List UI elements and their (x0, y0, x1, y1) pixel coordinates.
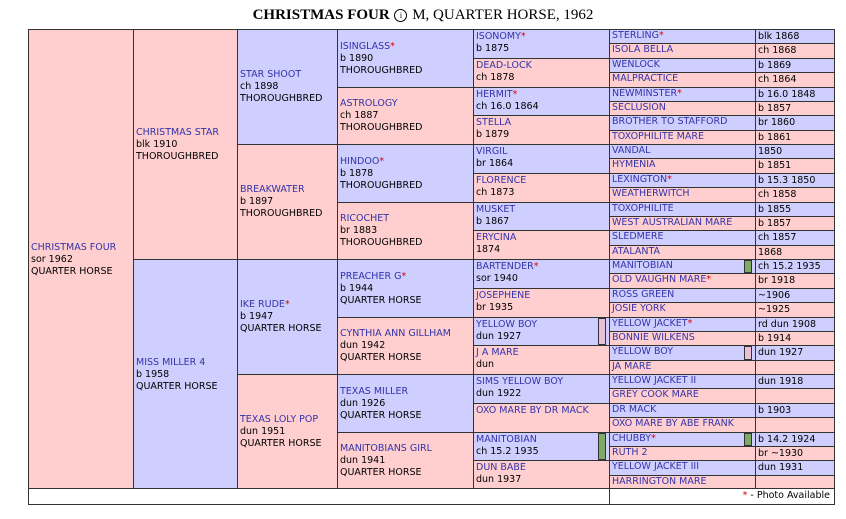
horse-name-link[interactable]: TOXOPHILITE MARE (612, 131, 704, 142)
horse-name-link[interactable]: SLEDMERE (612, 231, 664, 242)
horse-breed: QUARTER HORSE (136, 380, 218, 392)
horse-name-link[interactable]: CHRISTMAS FOUR (31, 241, 117, 253)
horse-name-link[interactable]: DR MACK (612, 404, 657, 415)
pedigree-cell-gen6 (609, 403, 757, 418)
horse-attributes: b 1903 (755, 403, 835, 418)
pedigree-cell-gen2 (133, 29, 239, 260)
horse-name-link[interactable]: MANITOBIAN (612, 260, 673, 271)
horse-name-row (612, 274, 754, 286)
horse-name-row (612, 476, 754, 488)
pedigree-cell-gen5 (473, 230, 611, 260)
horse-breed: THOROUGHBRED (340, 237, 423, 248)
horse-breed: THOROUGHBRED (136, 150, 219, 162)
pedigree-cell-gen4 (337, 374, 475, 433)
horse-name-row (240, 69, 336, 81)
photo-available-asterisk: * (401, 270, 407, 282)
horse-attributes: b 16.0 1848 (755, 87, 835, 102)
horse-name-row (476, 89, 608, 101)
pedigree-cell-gen5 (473, 202, 611, 231)
horse-name-link[interactable]: JA MARE (612, 361, 652, 372)
horse-name-link[interactable]: CHRISTMAS STAR (136, 126, 219, 138)
pedigree-cell-gen6 (609, 259, 757, 274)
pedigree-cell-gen6 (609, 273, 757, 289)
horse-name-row (612, 203, 754, 215)
horse-name-row (340, 98, 472, 110)
pedigree-cell-gen6 (609, 187, 757, 203)
footer-blank-cell (28, 488, 610, 505)
color-marker (744, 346, 752, 360)
photo-available-asterisk: * (667, 174, 672, 185)
horse-attributes: ch 1857 (755, 230, 835, 246)
horse-name-row (612, 418, 754, 430)
horse-attributes (755, 417, 835, 433)
photo-asterisk: * (742, 490, 748, 501)
horse-name-row (240, 299, 336, 311)
pedigree-cell-gen4 (337, 144, 475, 203)
horse-name-row (612, 188, 754, 200)
pedigree-cell-gen6 (609, 230, 757, 246)
horse-attributes: b 1851 (755, 158, 835, 174)
horse-attributes: dun 1927 (755, 345, 835, 361)
pedigree-cell-gen4 (337, 202, 475, 260)
horse-name-row (136, 127, 236, 139)
horse-name-link[interactable]: YELLOW JACKET III (612, 461, 700, 472)
horse-color-year: b 1947 (240, 311, 274, 322)
horse-color-year: dun 1942 (340, 340, 386, 351)
pedigree-cell-gen5 (473, 317, 611, 346)
horse-name-row (612, 346, 754, 358)
pedigree-cell-gen6 (609, 130, 757, 145)
horse-attributes: b 1857 (755, 216, 835, 231)
pedigree-cell-gen4 (337, 432, 475, 490)
title-horse-name[interactable]: CHRISTMAS FOUR (252, 7, 390, 23)
horse-breed: THOROUGHBRED (340, 179, 423, 191)
horse-name-link[interactable]: VANDAL (612, 145, 651, 156)
pedigree-cell-gen6 (609, 202, 757, 217)
pedigree-cell-gen3 (237, 29, 339, 145)
pedigree-cell-gen5 (473, 403, 611, 433)
horse-name-link[interactable]: DUN BABE (476, 462, 526, 473)
horse-attributes: b 1914 (755, 331, 835, 346)
page-title (0, 7, 846, 24)
pedigree-cell-gen6 (609, 360, 757, 375)
horse-name-link[interactable]: LEXINGTON (612, 174, 668, 185)
pedigree-cell-gen1 (28, 29, 135, 490)
pedigree-cell-gen4 (337, 87, 475, 145)
horse-name-link[interactable]: YELLOW BOY (476, 319, 538, 330)
horse-name-row (31, 242, 132, 254)
photo-available-asterisk: * (390, 40, 395, 52)
horse-name-link[interactable]: RUTH 2 (612, 447, 648, 458)
photo-available-asterisk: * (706, 274, 712, 285)
horse-attributes: br 1918 (755, 273, 835, 289)
horse-name-link[interactable]: BROTHER TO STAFFORD (612, 116, 728, 127)
pedigree-cell-gen5 (473, 29, 611, 59)
pedigree-cell-gen5 (473, 460, 611, 490)
horse-name-row (476, 261, 608, 273)
horse-name-row (136, 357, 236, 369)
photo-available-asterisk: * (533, 261, 539, 272)
horse-attributes: blk 1868 (755, 29, 835, 44)
pedigree-cell-gen5 (473, 374, 611, 404)
horse-name-link[interactable]: BREAKWATER (240, 184, 305, 195)
photo-available-asterisk: * (512, 89, 518, 100)
horse-name-row (612, 59, 754, 71)
photo-legend-text: - Photo Available (747, 490, 830, 501)
pedigree-cell-gen6 (609, 302, 757, 318)
pedigree-cell-gen6 (609, 43, 757, 59)
horse-name-link[interactable]: STAR SHOOT (240, 69, 302, 80)
horse-breed: QUARTER HORSE (340, 352, 422, 363)
photo-available-asterisk: * (651, 433, 656, 444)
horse-name-link[interactable]: YELLOW JACKET (612, 318, 688, 329)
horse-color-year: b 1878 (340, 167, 374, 179)
pedigree-cell-gen4 (337, 29, 475, 88)
horse-attributes (755, 360, 835, 375)
pedigree-cell-gen6 (609, 245, 757, 260)
pedigree-cell-gen6 (609, 29, 757, 44)
horse-name-link[interactable]: STERLING (612, 30, 659, 41)
horse-color-year: b 1890 (340, 52, 374, 64)
horse-name-row (612, 73, 754, 85)
horse-name-link[interactable]: IKE RUDE (240, 299, 285, 310)
horse-color-year: b 1897 (240, 196, 274, 207)
horse-breed: QUARTER HORSE (240, 438, 322, 449)
horse-name-row (612, 318, 754, 330)
horse-name-link[interactable]: OXO MARE BY ABE FRANK (612, 418, 734, 429)
horse-name-link[interactable]: YELLOW JACKET II (612, 375, 697, 386)
horse-name-link[interactable]: GREY COOK MARE (612, 389, 699, 400)
horse-name-link[interactable]: OLD VAUGHN MARE (612, 274, 707, 285)
horse-name-link[interactable]: JOSEPHENE (476, 290, 531, 301)
horse-attributes: b 1855 (755, 202, 835, 217)
horse-name-row (340, 156, 472, 168)
pedigree-cell-gen5 (473, 432, 611, 461)
horse-breed: QUARTER HORSE (340, 409, 422, 421)
horse-color-year: br 1935 (476, 302, 514, 313)
horse-name-row (476, 175, 608, 187)
horse-name-row (612, 433, 754, 445)
horse-name-row (340, 41, 472, 53)
horse-name-link[interactable]: J A MARE (476, 347, 519, 358)
horse-breed: THOROUGHBRED (240, 208, 323, 219)
horse-name-link[interactable]: FLORENCE (476, 175, 527, 186)
horse-name-row (612, 389, 754, 401)
horse-name-link[interactable]: CHUBBY (612, 433, 652, 444)
photo-available-asterisk: * (284, 299, 290, 310)
horse-name-row (612, 88, 754, 100)
pedigree-cell-gen5 (473, 259, 611, 289)
horse-color-year: b 1944 (340, 282, 374, 294)
horse-name-row (340, 443, 472, 455)
horse-breed: QUARTER HORSE (340, 467, 422, 478)
horse-name-link[interactable]: WEATHERWITCH (612, 188, 690, 199)
horse-name-link[interactable]: JOSIE YORK (612, 303, 666, 314)
horse-attributes: ch 1868 (755, 43, 835, 59)
horse-color-year: b 1867 (476, 216, 510, 227)
horse-name-link[interactable]: WEST AUSTRALIAN MARE (612, 217, 733, 228)
horse-attributes: rd dun 1908 (755, 317, 835, 332)
horse-attributes: ch 1864 (755, 72, 835, 88)
horse-name-row (340, 213, 472, 225)
horse-color-year: ch 15.2 1935 (476, 446, 539, 457)
horse-breed: QUARTER HORSE (340, 294, 422, 306)
horse-name-row (476, 319, 608, 331)
horse-color-year: br 1883 (340, 225, 378, 236)
horse-name-row (612, 375, 754, 387)
horse-name-row (612, 102, 754, 114)
color-marker (744, 260, 752, 273)
horse-name-link[interactable]: ERYCINA (476, 232, 517, 243)
horse-name-row (476, 434, 608, 446)
horse-name-row (476, 347, 608, 359)
horse-color-year: b 1875 (476, 43, 510, 54)
horse-color-year: sor 1962 (31, 253, 73, 265)
pedigree-cell-gen3 (237, 144, 339, 260)
horse-name-link[interactable]: MISS MILLER 4 (136, 356, 206, 368)
horse-name-row (476, 232, 608, 244)
horse-name-row (612, 332, 754, 344)
horse-name-row (612, 361, 754, 373)
horse-name-link[interactable]: OXO MARE BY DR MACK (476, 405, 589, 416)
pedigree-cell-gen5 (473, 58, 611, 88)
horse-name-link[interactable]: HINDOO (340, 155, 380, 167)
horse-name-link[interactable]: SIMS YELLOW BOY (476, 376, 564, 387)
horse-name-link[interactable]: RICOCHET (340, 213, 390, 224)
horse-name-link[interactable]: NEWMINSTER (612, 88, 678, 99)
horse-name-row (476, 405, 608, 417)
horse-name-row (340, 271, 472, 283)
pedigree-cell-gen6 (609, 432, 757, 447)
horse-name-row (476, 204, 608, 216)
pedigree-cell-gen3 (237, 259, 339, 375)
horse-color-year: dun (476, 359, 495, 370)
pedigree-cell-gen5 (473, 288, 611, 318)
photo-available-asterisk: * (659, 30, 664, 41)
horse-name-row (476, 146, 608, 158)
horse-name-link[interactable]: WENLOCK (612, 59, 660, 70)
horse-attributes: br 1860 (755, 115, 835, 131)
horse-name-row (612, 289, 754, 301)
horse-name-link[interactable]: HYMENIA (612, 159, 656, 170)
horse-attributes: br ~1930 (755, 446, 835, 461)
photo-available-asterisk: * (687, 318, 693, 329)
horse-attributes: dun 1931 (755, 460, 835, 476)
horse-color-year: ch 1887 (340, 110, 379, 121)
horse-color-year: sor 1940 (476, 273, 518, 284)
pedigree-cell-gen5 (473, 115, 611, 145)
horse-name-row (340, 328, 472, 340)
pedigree-cell-gen4 (337, 317, 475, 375)
horse-name-link[interactable]: MANITOBIANS GIRL (340, 443, 432, 454)
horse-name-row (612, 260, 754, 272)
horse-name-link[interactable]: MUSKET (476, 204, 516, 215)
horse-name-row (240, 414, 336, 426)
horse-name-row (612, 145, 754, 157)
horse-attributes: b 1857 (755, 101, 835, 116)
horse-color-year: dun 1927 (476, 331, 522, 342)
horse-color-year: 1874 (476, 244, 501, 255)
horse-color-year: dun 1922 (476, 388, 522, 399)
pedigree-cell-gen3 (237, 374, 339, 490)
horse-attributes: 1868 (755, 245, 835, 260)
horse-breed: THOROUGHBRED (340, 122, 423, 133)
horse-name-row (240, 184, 336, 196)
horse-attributes: b 1869 (755, 58, 835, 73)
horse-attributes: ~1906 (755, 288, 835, 303)
horse-name-row (476, 462, 608, 474)
horse-name-link[interactable]: SECLUSION (612, 102, 666, 113)
horse-breed: THOROUGHBRED (340, 64, 423, 76)
horse-name-row (612, 159, 754, 171)
horse-attributes: b 14.2 1924 (755, 432, 835, 447)
pedigree-cell-gen6 (609, 460, 757, 476)
horse-color-year: b 1958 (136, 368, 170, 380)
horse-name-link[interactable]: ISINGLASS (340, 40, 391, 52)
horse-name-link[interactable]: HERMIT (476, 89, 513, 100)
horse-name-row (612, 174, 754, 186)
photo-available-asterisk: * (379, 155, 385, 167)
horse-name-link[interactable]: DEAD-LOCK (476, 60, 532, 71)
pedigree-cell-gen5 (473, 345, 611, 375)
pedigree-cell-gen6 (609, 216, 757, 231)
horse-attributes: b 15.3 1850 (755, 173, 835, 188)
pedigree-cell-gen4 (337, 259, 475, 318)
horse-attributes: ~1925 (755, 302, 835, 318)
pedigree-cell-gen6 (609, 115, 757, 131)
horse-name-row (612, 30, 754, 42)
horse-name-row (612, 447, 754, 459)
pedigree-cell-gen6 (609, 288, 757, 303)
horse-name-link[interactable]: VIRGIL (476, 146, 508, 157)
horse-color-year: blk 1910 (136, 138, 178, 150)
pedigree-cell-gen6 (609, 101, 757, 116)
horse-attributes: 1850 (755, 144, 835, 159)
pedigree-cell-gen5 (473, 173, 611, 203)
horse-name-link[interactable]: ISOLA BELLA (612, 44, 674, 55)
horse-name-row (476, 60, 608, 72)
horse-name-link[interactable]: TOXOPHILITE (612, 203, 674, 214)
horse-attributes (755, 388, 835, 404)
horse-name-row (476, 290, 608, 302)
horse-color-year: dun 1951 (240, 426, 286, 437)
horse-name-row (476, 117, 608, 129)
pedigree-cell-gen6 (609, 58, 757, 73)
horse-name-link[interactable]: ATALANTA (612, 246, 661, 257)
photo-legend (609, 488, 835, 505)
pedigree-cell-gen6 (609, 345, 757, 361)
horse-name-link[interactable]: MANITOBIAN (476, 434, 537, 445)
horse-attributes: ch 1858 (755, 187, 835, 203)
pedigree-cell-gen6 (609, 173, 757, 188)
horse-name-row (612, 404, 754, 416)
horse-name-row (476, 376, 608, 388)
horse-name-link[interactable]: YELLOW BOY (612, 346, 674, 357)
title-details: M, QUARTER HORSE, 1962 (412, 7, 594, 23)
horse-name-link[interactable]: STELLA (476, 117, 512, 128)
pedigree-cell-gen6 (609, 446, 757, 461)
horse-color-year: dun 1937 (476, 474, 522, 485)
horse-color-year: ch 1898 (240, 81, 279, 92)
horse-color-year: br 1864 (476, 158, 514, 169)
horse-name-row (612, 231, 754, 243)
horse-breed: QUARTER HORSE (31, 265, 113, 277)
horse-name-link[interactable]: ASTROLOGY (340, 98, 398, 109)
horse-name-link[interactable]: BARTENDER (476, 261, 534, 272)
horse-name-link[interactable]: TEXAS MILLER (340, 385, 409, 397)
photo-available-asterisk: * (677, 88, 682, 99)
color-marker (598, 318, 606, 345)
pedigree-cell-gen6 (609, 87, 757, 102)
horse-name-row (476, 31, 608, 43)
horse-attributes: b 1861 (755, 130, 835, 145)
horse-name-link[interactable]: ISONOMY (476, 31, 521, 42)
info-circle-icon[interactable]: i (394, 9, 407, 22)
pedigree-cell-gen6 (609, 331, 757, 346)
horse-name-link[interactable]: PREACHER G (340, 270, 402, 282)
horse-name-row (612, 246, 754, 258)
horse-name-row (612, 303, 754, 315)
horse-color-year: b 1879 (476, 129, 510, 140)
horse-attributes: ch 15.2 1935 (755, 259, 835, 274)
pedigree-cell-gen6 (609, 317, 757, 332)
horse-color-year: dun 1941 (340, 455, 386, 466)
horse-color-year: dun 1926 (340, 397, 386, 409)
horse-name-link[interactable]: MALPRACTICE (612, 73, 679, 84)
horse-name-row (340, 386, 472, 398)
pedigree-cell-gen2 (133, 259, 239, 490)
pedigree-cell-gen6 (609, 144, 757, 159)
horse-name-row (612, 44, 754, 56)
pedigree-cell-gen6 (609, 417, 757, 433)
horse-color-year: ch 16.0 1864 (476, 101, 539, 112)
pedigree-cell-gen5 (473, 144, 611, 174)
color-marker (744, 433, 752, 446)
horse-color-year: ch 1873 (476, 187, 515, 198)
pedigree-cell-gen5 (473, 87, 611, 116)
horse-name-row (612, 217, 754, 229)
pedigree-cell-gen6 (609, 374, 757, 389)
horse-attributes: dun 1918 (755, 374, 835, 389)
horse-breed: THOROUGHBRED (240, 93, 323, 104)
pedigree-cell-gen6 (609, 388, 757, 404)
horse-name-row (612, 461, 754, 473)
horse-name-link[interactable]: ROSS GREEN (612, 289, 675, 300)
horse-breed: QUARTER HORSE (240, 323, 322, 334)
horse-name-link[interactable]: HARRINGTON MARE (612, 476, 707, 487)
pedigree-cell-gen6 (609, 158, 757, 174)
horse-name-row (612, 116, 754, 128)
horse-color-year: ch 1878 (476, 72, 515, 83)
horse-name-link[interactable]: BONNIE WILKENS (612, 332, 695, 343)
photo-available-asterisk: * (520, 31, 526, 42)
horse-name-link[interactable]: CYNTHIA ANN GILLHAM (340, 328, 451, 339)
color-marker (598, 433, 606, 460)
pedigree-cell-gen6 (609, 72, 757, 88)
horse-name-row (612, 131, 754, 143)
horse-name-link[interactable]: TEXAS LOLY POP (240, 414, 319, 425)
